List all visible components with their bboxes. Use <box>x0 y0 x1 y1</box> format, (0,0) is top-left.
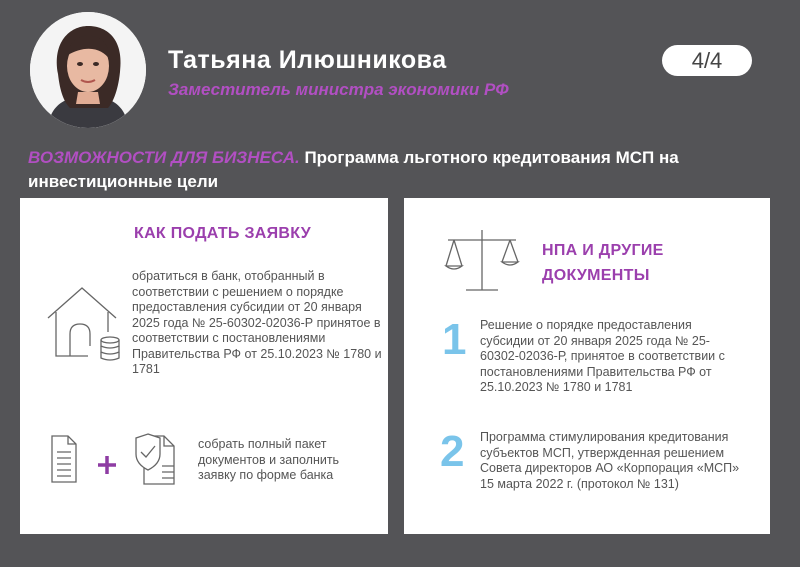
scales-icon <box>444 228 520 292</box>
apply-card <box>20 198 388 534</box>
document-item-1: Решение о порядке предоставления субсидии от 20 января 2025 года № 25-60302-02036-Р, принятое в соответствии с постановлениями Правительства РФ от 25.10.2023 № 1780 и 1781 <box>480 318 725 394</box>
document-number-1: 1 <box>442 315 467 364</box>
speaker-role: Заместитель министра экономики РФ <box>168 80 509 99</box>
headline-text: Программа льготного кредитования МСП на инвестиционные цели <box>28 148 679 191</box>
headline-accent: ВОЗМОЖНОСТИ ДЛЯ БИЗНЕСА. <box>28 148 300 167</box>
headline <box>28 146 788 194</box>
plus-icon <box>96 454 118 476</box>
document-number-2: 2 <box>440 427 465 476</box>
speaker-name: Татьяна Илюшникова <box>168 46 447 74</box>
apply-card-title: КАК ПОДАТЬ ЗАЯВКУ <box>134 225 311 242</box>
avatar <box>30 12 146 128</box>
document-item-2: Программа стимулирования кредитования субъектов МСП, утвержденная решением Совета директоров АО «Корпорация «МСП» 15 марта 2022 г. (протокол № 131) <box>480 430 740 491</box>
apply-step-2: собрать полный пакет документов и заполнить заявку по форме банка <box>198 437 340 482</box>
house-coins-icon <box>44 284 132 364</box>
apply-step-1: обратиться в банк, отобранный в соответствии с решением о порядке предоставления субсидии от 20 января 2025 года № 25-60302-02036-Р принятое в соответствии с постановлениями Правительства РФ от 25.10.2023 № 1780 и 1781 <box>132 269 382 376</box>
page-indicator: 4/4 <box>662 45 752 76</box>
documents-card <box>404 198 770 534</box>
documents-card-title: НПА И ДРУГИЕ ДОКУМЕНТЫ <box>542 242 664 284</box>
document-icon <box>50 434 78 484</box>
shield-check-document-icon <box>130 430 180 486</box>
